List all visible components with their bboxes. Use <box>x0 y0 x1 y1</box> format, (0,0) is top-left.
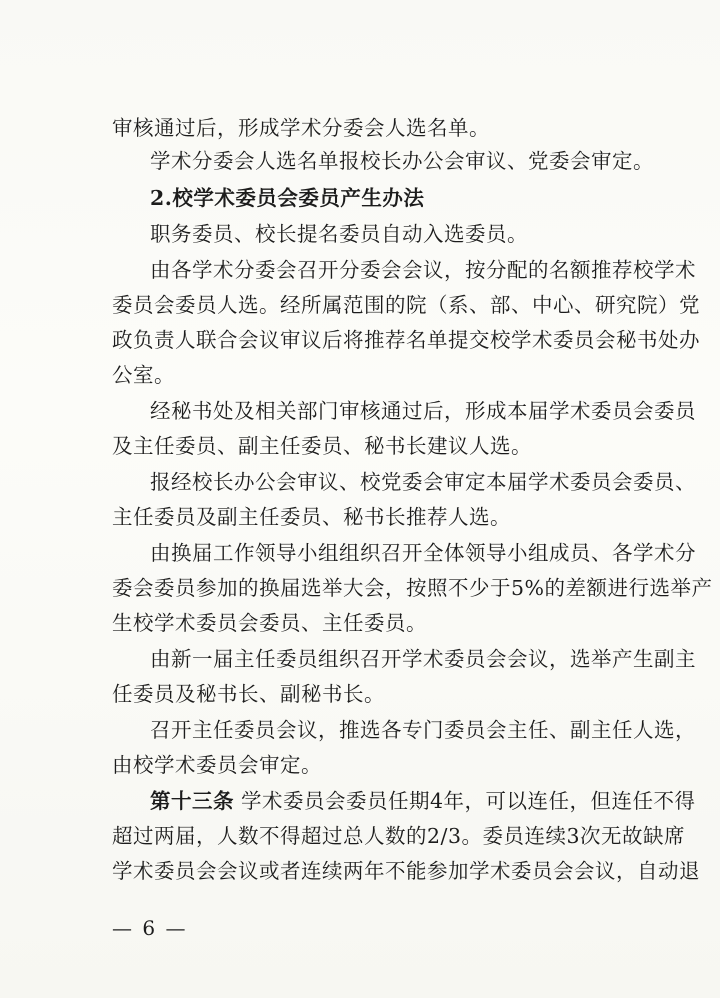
text-line: 任委员及秘书长、副秘书长。 <box>112 682 385 706</box>
text-line: 由换届工作领导小组组织召开全体领导小组成员、各学术分 <box>150 541 696 565</box>
text-line: 由各学术分委会召开分委会会议，按分配的名额推荐校学术 <box>150 258 696 282</box>
text-line: 超过两届，人数不得超过总人数的2/3。委员连续3次无故缺席 <box>112 824 686 848</box>
text-line: 由新一届主任委员组织召开学术委员会会议，选举产生副主 <box>150 647 696 671</box>
text-line: 公室。 <box>112 363 175 387</box>
text-line: 主任委员及副主任委员、秘书长推荐人选。 <box>112 505 511 529</box>
article-line <box>150 787 696 815</box>
text-line: 学术分委会人选名单报校长办公会审议、党委会审定。 <box>150 149 654 173</box>
text-line: 报经校长办公会审议、校党委会审定本届学术委员会委员、 <box>150 470 696 494</box>
page-number: — 6 — <box>112 916 188 940</box>
section-heading: 2.校学术委员会委员产生办法 <box>150 186 425 210</box>
text-line: 及主任委员、副主任委员、秘书长建议人选。 <box>112 434 532 458</box>
text-line: 政负责人联合会议审议后将推荐名单提交校学术委员会秘书处办 <box>112 328 700 352</box>
text-line: 经秘书处及相关部门审核通过后，形成本届学术委员会委员 <box>150 399 696 423</box>
article-text: 学术委员会委员任期4年，可以连任，但连任不得 <box>234 789 696 813</box>
text-line: 审核通过后，形成学术分委会人选名单。 <box>112 116 490 140</box>
article-number: 第十三条 <box>150 789 234 813</box>
text-line: 生校学术委员会委员、主任委员。 <box>112 611 427 635</box>
text-line: 学术委员会会议或者连续两年不能参加学术委员会会议，自动退 <box>112 859 700 883</box>
text-line: 召开主任委员会议，推选各专门委员会主任、副主任人选， <box>150 718 696 742</box>
text-line: 委会委员参加的换届选举大会，按照不少于5%的差额进行选举产 <box>112 576 713 600</box>
text-line: 职务委员、校长提名委员自动入选委员。 <box>150 222 528 246</box>
text-line: 由校学术委员会审定。 <box>112 753 322 777</box>
text-line: 委员会委员人选。经所属范围的院（系、部、中心、研究院）党 <box>112 293 700 317</box>
